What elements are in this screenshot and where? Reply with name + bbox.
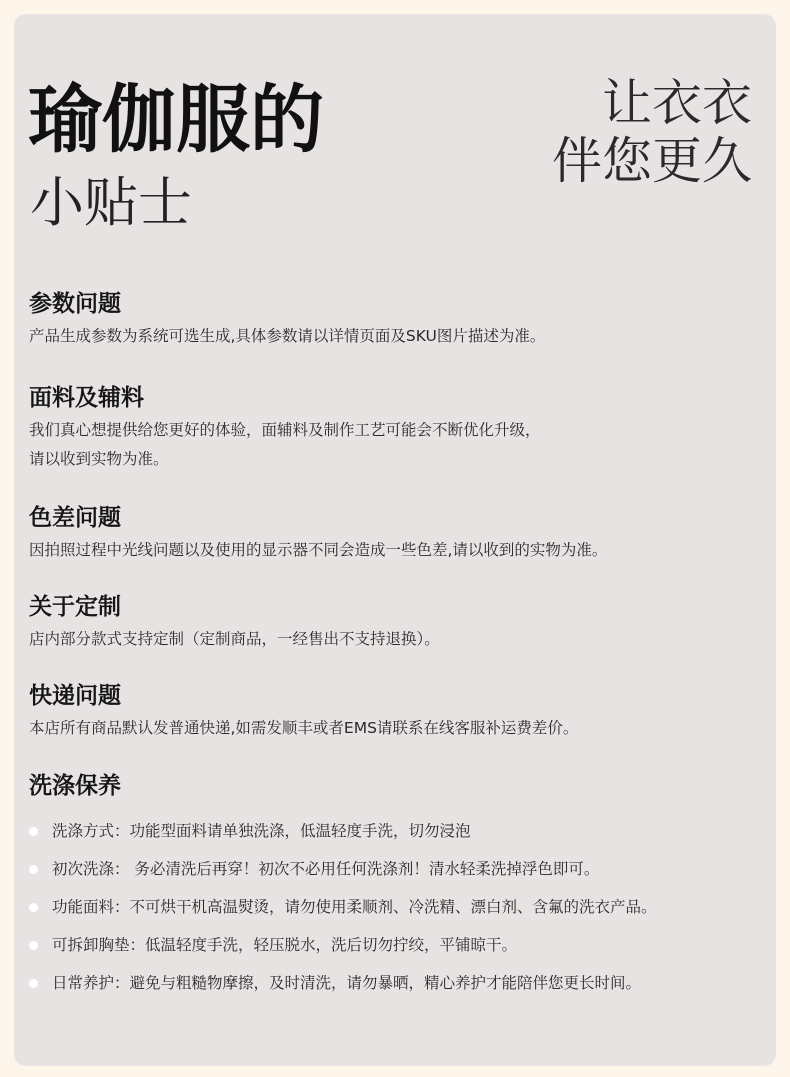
section-title: 参数问题	[29, 291, 121, 317]
bullet-dot-icon	[29, 979, 38, 988]
care-item	[29, 926, 769, 964]
care-item-text: 可拆卸胸垫：低温轻度手洗，轻压脱水，洗后切勿拧绞，平铺晾干。	[52, 936, 518, 954]
care-item-text: 初次洗涤： 务必清洗后再穿！初次不必用任何洗涤剂！清水轻柔洗掉浮色即可。	[52, 860, 600, 878]
section-body: 本店所有商品默认发普通快递,如需发顺丰或者EMS请联系在线客服补运费差价。	[29, 719, 579, 737]
slogan-line-1: 让衣衣	[602, 74, 752, 132]
section-color-difference	[29, 500, 769, 589]
section-body: 店内部分款式支持定制（定制商品，一经售出不支持退换）。	[29, 630, 440, 648]
page-title: 瑜伽服的	[28, 77, 324, 163]
section-parameters	[29, 286, 769, 380]
care-item	[29, 812, 769, 850]
care-list	[29, 812, 769, 1002]
section-title: 面料及辅料	[29, 385, 144, 411]
bullet-dot-icon	[29, 941, 38, 950]
slogan-line-2: 伴您更久	[552, 132, 752, 190]
tips-sections	[29, 286, 769, 1002]
section-body: 因拍照过程中光线问题以及使用的显示器不同会造成一些色差,请以收到的实物为准。	[29, 541, 608, 559]
care-item-text: 洗涤方式：功能型面料请单独洗涤，低温轻度手洗，切勿浸泡	[52, 822, 471, 840]
care-item-text: 功能面料：不可烘干机高温熨烫，请勿使用柔顺剂、冷洗精、漂白剂、含氟的洗衣产品。	[52, 898, 657, 916]
care-item	[29, 850, 769, 888]
section-title: 洗涤保养	[29, 773, 121, 799]
section-customization	[29, 589, 769, 678]
section-shipping	[29, 678, 769, 768]
section-body: 我们真心想提供给您更好的体验，面辅料及制作工艺可能会不断优化升级， 请以收到实物为准。	[29, 421, 541, 468]
section-care	[29, 768, 769, 1002]
care-item	[29, 964, 769, 1002]
care-item	[29, 888, 769, 926]
section-fabric	[29, 380, 769, 500]
section-body: 产品生成参数为系统可选生成,具体参数请以详情页面及SKU图片描述为准。	[29, 327, 546, 345]
section-title: 快递问题	[29, 683, 121, 709]
page-subtitle: 小贴士	[30, 171, 192, 234]
section-title: 关于定制	[29, 594, 121, 620]
care-item-text: 日常养护：避免与粗糙物摩擦，及时清洗，请勿暴晒，精心养护才能陪伴您更长时间。	[52, 974, 642, 992]
bullet-dot-icon	[29, 827, 38, 836]
slogan	[552, 74, 752, 190]
bullet-dot-icon	[29, 903, 38, 912]
section-title: 色差问题	[29, 505, 121, 531]
bullet-dot-icon	[29, 865, 38, 874]
